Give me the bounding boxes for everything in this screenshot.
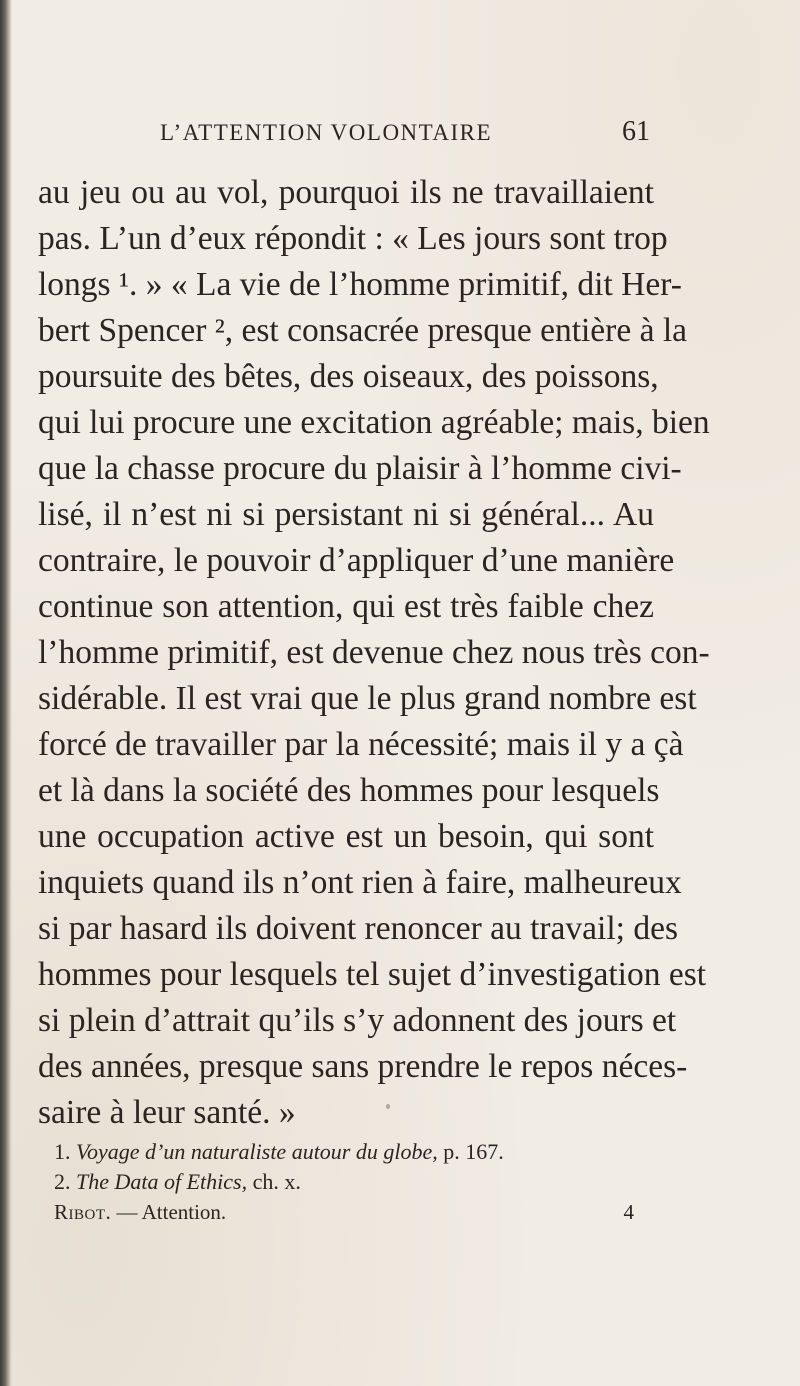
footnote-1	[54, 1137, 654, 1167]
text-line: continue son attention, qui est très faible chez	[38, 588, 654, 625]
footnotes	[54, 1137, 654, 1227]
text-line: que la chasse procure du plaisir à l’homme civi-	[38, 450, 682, 487]
text-line: des années, presque sans prendre le repos néces-	[38, 1048, 688, 1085]
running-head	[160, 116, 650, 156]
text-line: bert Spencer ², est consacrée presque entière à la	[38, 312, 687, 349]
text-line: contraire, le pouvoir d’appliquer d’une manière	[38, 542, 675, 579]
footnote-number: 2.	[54, 1169, 71, 1194]
signature-author: Ribot.	[54, 1200, 112, 1224]
footnote-number: 1.	[54, 1139, 71, 1164]
footnote-2	[54, 1167, 654, 1197]
signature-left	[54, 1197, 226, 1227]
printer-signature	[54, 1197, 634, 1227]
footnote-rest: p. 167.	[443, 1139, 504, 1164]
text-line: lisé, il n’est ni si persistant ni si général... Au	[38, 496, 654, 533]
footnote-title: Voyage d’un naturaliste autour du globe,	[76, 1139, 438, 1164]
text-line: inquiets quand ils n’ont rien à faire, malheureux	[38, 864, 682, 901]
running-title: L’ATTENTION VOLONTAIRE	[160, 120, 493, 145]
text-line: longs ¹. » « La vie de l’homme primitif, dit Her-	[38, 266, 682, 303]
text-line: qui lui procure une excitation agréable; mais, bien	[38, 404, 710, 441]
text-line: et là dans la société des hommes pour lesquels	[38, 772, 660, 809]
text-line: si par hasard ils doivent renoncer au travail; des	[38, 910, 679, 947]
text-line: pas. L’un d’eux répondit : « Les jours sont trop	[38, 220, 668, 257]
text-line: une occupation active est un besoin, qui sont	[38, 818, 654, 855]
signature-work: Attention.	[141, 1200, 227, 1224]
text-line: forcé de travailler par la nécessité; mais il y a çà	[38, 726, 684, 763]
signature-separator: —	[116, 1200, 138, 1224]
page-gutter-shadow	[0, 0, 12, 1386]
paper-spot	[386, 1104, 390, 1109]
text-line: l’homme primitif, est devenue chez nous très con-	[38, 634, 710, 671]
body-text	[38, 170, 710, 1136]
footnote-rest: ch. x.	[252, 1169, 301, 1194]
text-line: saire à leur santé. »	[38, 1094, 296, 1131]
text-line: sidérable. Il est vrai que le plus grand nombre est	[38, 680, 697, 717]
text-line: poursuite des bêtes, des oiseaux, des poissons,	[38, 358, 659, 395]
footnote-title: The Data of Ethics,	[76, 1169, 248, 1194]
text-line: hommes pour lesquels tel sujet d’investigation est	[38, 956, 707, 993]
text-line: au jeu ou au vol, pourquoi ils ne travaillaient	[38, 174, 654, 211]
signature-sheet-mark: 4	[623, 1200, 634, 1224]
text-line: si plein d’attrait qu’ils s’y adonnent des jours et	[38, 1002, 677, 1039]
page-number: 61	[622, 116, 650, 147]
